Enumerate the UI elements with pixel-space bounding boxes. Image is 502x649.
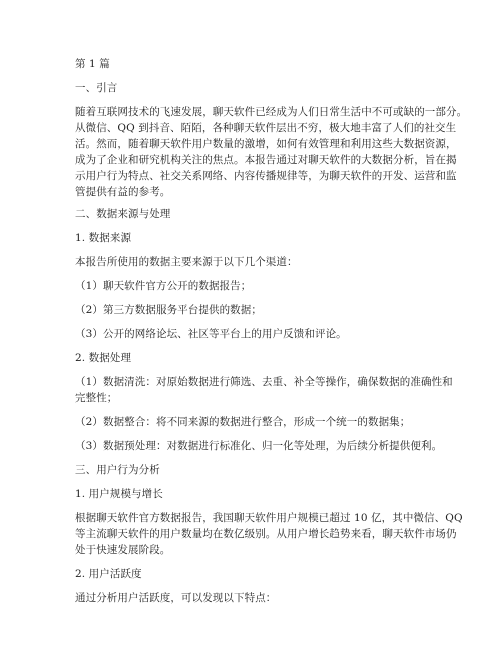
subsection-heading: 1. 数据来源 — [75, 232, 132, 244]
paragraph-line: 活。然而，随着聊天软件用户数量的激增，如何有效管理和利用这些大数据资源， — [75, 138, 457, 150]
list-item: （3）数据预处理：对数据进行标准化、归一化等处理，为后续分析提供便利。 — [75, 440, 443, 452]
paragraph-line: 从微信、QQ 到抖音、陌陌，各种聊天软件层出不穷，极大地丰富了人们的社交生 — [75, 122, 457, 134]
subsection-heading: 1. 用户规模与增长 — [75, 488, 163, 500]
paragraph-line: 管提供有益的参考。 — [75, 186, 171, 198]
page-label: 第 1 篇 — [75, 58, 110, 70]
paragraph-line: 成为了企业和研究机构关注的焦点。本报告通过对聊天软件的大数据分析，旨在揭 — [75, 154, 457, 166]
paragraph-line: 通过分析用户活跃度，可以发现以下特点： — [75, 592, 277, 604]
list-item: （2）第三方数据服务平台提供的数据； — [75, 304, 262, 316]
list-item-continued: 完整性； — [75, 392, 118, 404]
paragraph-line: 本报告所使用的数据主要来源于以下几个渠道： — [75, 256, 298, 268]
section-heading: 三、用户行为分析 — [75, 464, 160, 476]
list-item: （1）数据清洗：对原始数据进行筛选、去重、补全等操作，确保数据的准确性和 — [75, 376, 453, 388]
subsection-heading: 2. 数据处理 — [75, 352, 132, 364]
list-item: （2）数据整合：将不同来源的数据进行整合，形成一个统一的数据集； — [75, 416, 411, 428]
paragraph-line: 处于快速发展阶段。 — [75, 544, 171, 556]
section-heading: 二、数据来源与处理 — [75, 208, 171, 220]
paragraph-line: 根据聊天软件官方数据报告，我国聊天软件用户规模已超过 10 亿，其中微信、QQ — [75, 512, 463, 524]
paragraph-line: 等主流聊天软件的用户数量均在数亿级别。从用户增长趋势来看，聊天软件市场仍 — [75, 528, 457, 540]
paragraph-line: 随着互联网技术的飞速发展，聊天软件已经成为人们日常生活中不可或缺的一部分。 — [75, 106, 468, 118]
list-item: （1）聊天软件官方公开的数据报告； — [75, 280, 252, 292]
paragraph-line: 示用户行为特点、社交关系网络、内容传播规律等，为聊天软件的开发、运营和监 — [75, 170, 457, 182]
subsection-heading: 2. 用户活跃度 — [75, 568, 142, 580]
list-item: （3）公开的网络论坛、社区等平台上的用户反馈和评论。 — [75, 328, 347, 340]
section-heading: 一、引言 — [75, 82, 118, 94]
